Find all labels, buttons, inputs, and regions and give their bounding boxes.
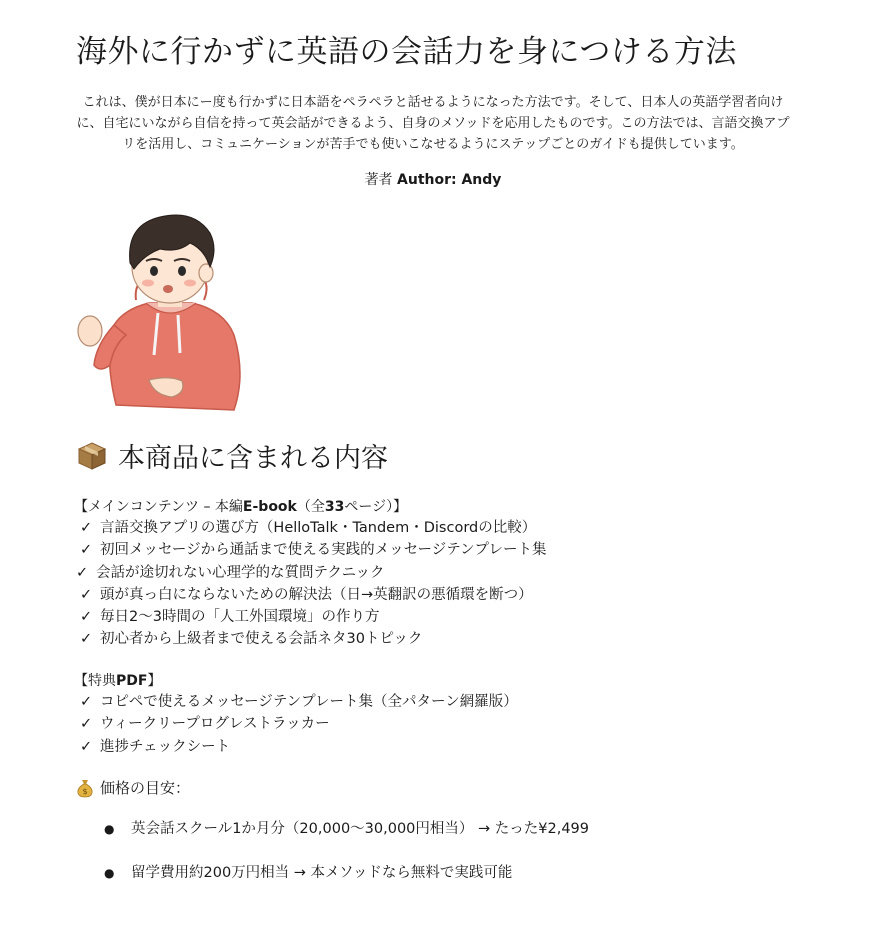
money-bag-icon [76, 778, 94, 798]
check-icon: ✓ [80, 631, 93, 648]
check-icon: ✓ [80, 738, 93, 755]
svg-text:$: $ [82, 786, 88, 796]
check-icon: ✓ [80, 520, 93, 536]
list-item: ✓ 毎日2〜3時間の「人工外国環境」の作り方 [80, 606, 546, 628]
bonus-content-label: 【特典PDF】 [74, 673, 162, 689]
pricing-heading [76, 777, 190, 798]
check-icon: ✓ [80, 542, 93, 559]
main-content-list [76, 517, 547, 651]
check-icon: ✓ [80, 586, 93, 603]
list-item: ✓ 言語交換アプリの選び方（HelloTalk・Tandem・Discordの比較） [80, 517, 546, 539]
bullet-icon: ● [104, 822, 115, 836]
author-line [0, 169, 866, 189]
list-item: ✓ 初回メッセージから通話まで使える実践的メッセージテンプレート集 [80, 539, 546, 561]
pricing-label: 価格の目安： [100, 779, 191, 797]
author-prefix: 著者 [364, 172, 393, 188]
page-title: 海外に行かずに英語の会話力を身につける方法 [76, 34, 737, 70]
list-item: ✓ 頭が真っ白にならないための解決法（日→英翻訳の悪循環を断つ） [80, 584, 546, 606]
main-content-label: 【メインコンテンツ – 本編E-book（全33ページ）】 [74, 499, 408, 515]
list-item: ✓ コピペで使えるメッセージテンプレート集（全パターン網羅版） [80, 691, 518, 713]
bullet-icon: ● [104, 866, 115, 880]
package-icon [76, 440, 108, 472]
bonus-content-list [80, 691, 518, 758]
list-item: ✓ 会話が途切れない心理学的な質問テクニック [76, 562, 546, 584]
list-item: ✓ 進捗チェックシート [80, 736, 518, 758]
contents-section-title [76, 436, 388, 475]
check-icon: ✓ [80, 716, 93, 733]
list-item: ✓ 初心者から上級者まで使える会話ネタ30トピック [80, 628, 546, 650]
check-icon: ✓ [80, 609, 93, 626]
list-item: ✓ ウィークリープログレストラッカー [80, 713, 518, 735]
author-illustration [74, 205, 249, 417]
check-icon: ✓ [76, 564, 89, 581]
intro-paragraph: これは、僕が日本にー度も行かずに日本語をペラペラと話せるようになった方法です。そして、日本人の英語学習者向けに、自宅にいながら自信を持って英会話ができるよう、自身のメソッドを応用したものです。この方法では、言語交換アプリを活用し、コミュニケーションが苦手でも使いこなせるようにステップごとのガイドも提供しています。 [76, 95, 790, 152]
pricing-list [104, 818, 589, 906]
list-item: ● 英会話スクール1か月分（20,000〜30,000円相当） → たった¥2,499 [104, 818, 589, 862]
author-name: Author: Andy [397, 172, 502, 188]
list-item: ● 留学費用約200万円相当 → 本メソッドなら無料で実践可能 [104, 862, 589, 906]
check-icon: ✓ [80, 694, 93, 710]
contents-title-text: 本商品に含まれる内容 [118, 443, 388, 474]
